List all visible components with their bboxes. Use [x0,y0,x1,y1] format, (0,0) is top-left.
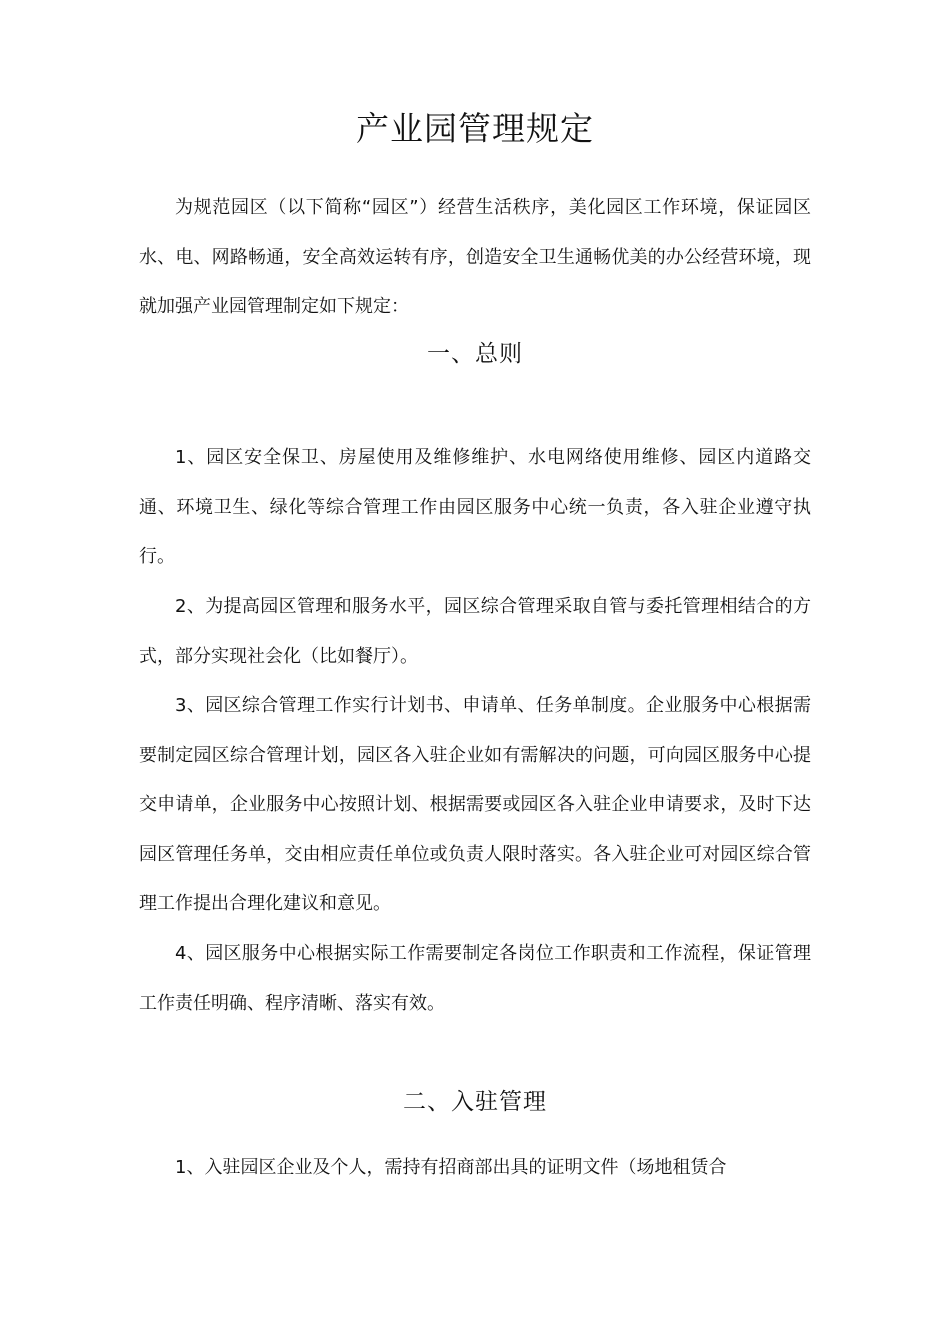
section-heading-general: 一、总则 [427,341,523,367]
admission-paragraph-1: 1、入驻园区企业及个人，需持有招商部出具的证明文件（场地租赁合 [175,1157,727,1178]
general-paragraph-1: 1、园区安全保卫、房屋使用及维修维护、水电网络使用维修、园区内道路交通、环境卫生、绿化等综合管理工作由园区服务中心统一负责，各入驻企业遵守执行。 [139,447,811,567]
intro-paragraph: 为规范园区（以下简称“园区”）经营生活秩序，美化园区工作环境，保证园区水、电、网路畅通，安全高效运转有序，创造安全卫生通畅优美的办公经营环境，现就加强产业园管理制定如下规定： [139,197,811,317]
general-paragraph-4: 4、园区服务中心根据实际工作需要制定各岗位工作职责和工作流程，保证管理工作责任明确、程序清晰、落实有效。 [139,943,811,1014]
section-heading-admission: 二、入驻管理 [403,1089,547,1115]
document-title: 产业园管理规定 [356,109,594,148]
general-paragraph-3: 3、园区综合管理工作实行计划书、申请单、任务单制度。企业服务中心根据需要制定园区综合管理计划，园区各入驻企业如有需解决的问题，可向园区服务中心提交申请单，企业服务中心按照计划、根据需要或园区各入驻企业申请要求，及时下达园区管理任务单，交由相应责任单位或负责人限时落实。各入驻企业可对园区综合管理工作提出合理化建议和意见。 [139,695,811,914]
general-paragraph-2: 2、为提高园区管理和服务水平，园区综合管理采取自管与委托管理相结合的方式，部分实现社会化（比如餐厅）。 [139,596,811,667]
